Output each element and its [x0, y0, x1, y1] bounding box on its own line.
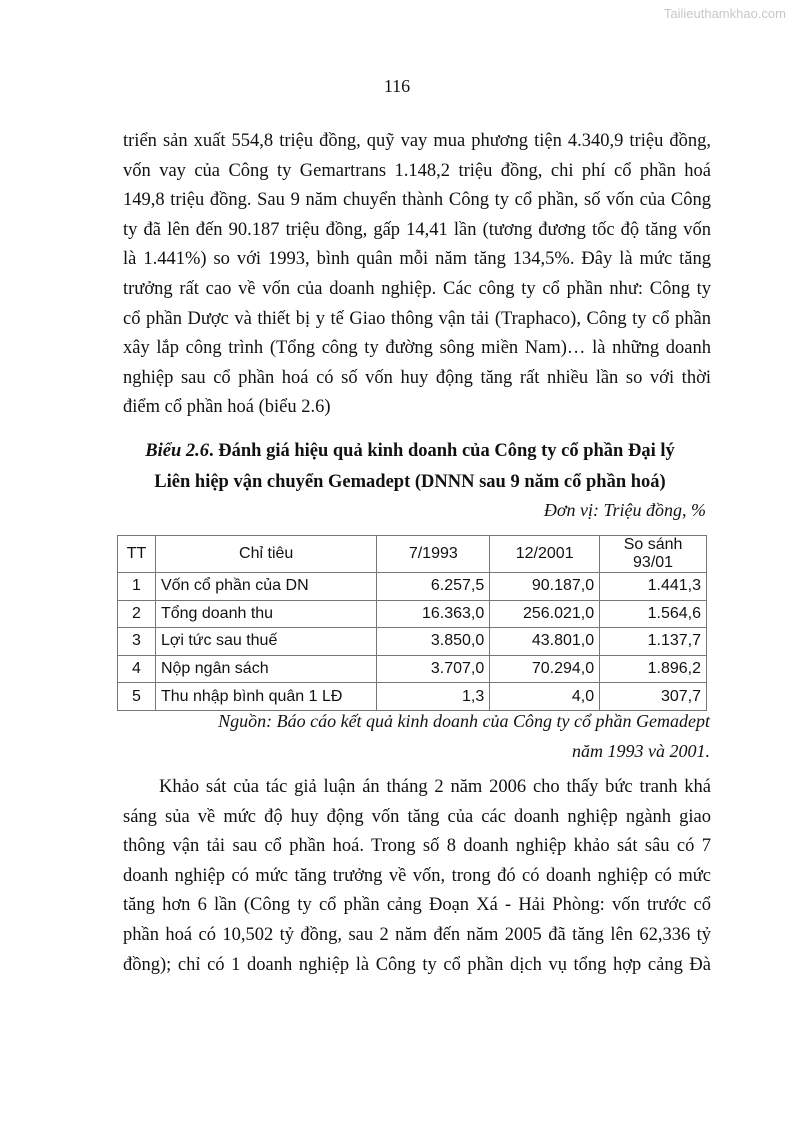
- cell-2001: 43.801,0: [490, 628, 600, 656]
- unit-label: Đơn vị: Triệu đồng, %: [543, 500, 706, 520]
- text-line: xây lắp công trình (Tổng công ty đường sông miền Nam)… là những doanh: [123, 338, 711, 359]
- data-table: [117, 535, 707, 711]
- text-line: sáng sủa về mức độ huy động vốn tăng của các doanh nghiệp ngành giao: [123, 806, 711, 827]
- cell-tt: 5: [118, 683, 156, 711]
- cell-comparison: 1.564,6: [600, 600, 707, 628]
- header-tt: TT: [118, 536, 156, 573]
- cell-1993: 16.363,0: [377, 600, 490, 628]
- cell-comparison: 307,7: [600, 683, 707, 711]
- text-line: trưởng rất cao về vốn của doanh nghiệp. Các công ty cổ phần như: Công ty: [123, 278, 711, 299]
- text-line: thông vận tải sau cổ phần hoá. Trong số 8 doanh nghiệp khảo sát sâu có 7: [123, 836, 711, 857]
- text-line: ty đã lên đến 90.187 triệu đồng, gấp 14,41 lần (tương đương tốc độ tăng vốn: [123, 219, 711, 240]
- text-line: tăng hơn 6 lần (Công ty cổ phần cảng Đoạn Xá - Hải Phòng: vốn trước cổ: [123, 895, 711, 916]
- text-line: vốn vay của Công ty Gemartrans 1.148,2 triệu đồng, chi phí cổ phần hoá: [123, 160, 711, 181]
- cell-tt: 2: [118, 600, 156, 628]
- header-comparison: So sánh 93/01: [600, 536, 707, 573]
- caption-label: Biểu 2.6: [145, 441, 209, 461]
- text-line: doanh nghiệp có mức tăng trưởng về vốn, trong đó có doanh nghiệp có mức: [123, 865, 711, 886]
- cell-indicator: Tổng doanh thu: [155, 600, 376, 628]
- cell-indicator: Thu nhập bình quân 1 LĐ: [155, 683, 376, 711]
- table-row: [118, 683, 707, 711]
- source-note-line-1: Nguồn: Báo cáo kết quả kinh doanh của Công ty cổ phần Gemadept: [218, 711, 710, 731]
- text-line: nghiệp sau cổ phần hoá có số vốn huy động tăng rất nhiều lần so với thời: [123, 367, 711, 388]
- text-line: Khảo sát của tác giả luận án tháng 2 năm 2006 cho thấy bức tranh khá: [159, 777, 711, 797]
- caption-title: . Đánh giá hiệu quả kinh doanh của Công ty cổ phần Đại lý: [209, 441, 675, 461]
- header-indicator: Chỉ tiêu: [155, 536, 376, 573]
- body-paragraph-2: [123, 773, 711, 980]
- text-line: đồng); chỉ có 1 doanh nghiệp là Công ty cổ phần dịch vụ tổng hợp cảng Đà: [123, 954, 711, 975]
- cell-1993: 6.257,5: [377, 573, 490, 601]
- cell-1993: 1,3: [377, 683, 490, 711]
- cell-indicator: Lợi tức sau thuế: [155, 628, 376, 656]
- text-line: phần hoá có 10,502 tỷ đồng, sau 2 năm đến năm 2005 đã tăng lên 62,336 tỷ: [123, 924, 711, 945]
- watermark: Tailieuthamkhao.com: [663, 6, 786, 21]
- cell-1993: 3.850,0: [377, 628, 490, 656]
- cell-2001: 70.294,0: [490, 655, 600, 683]
- table-row: [118, 655, 707, 683]
- text-line: 149,8 triệu đồng. Sau 9 năm chuyển thành Công ty cổ phần, số vốn của Công: [123, 190, 711, 211]
- cell-comparison: 1.137,7: [600, 628, 707, 656]
- cell-indicator: Vốn cổ phần của DN: [155, 573, 376, 601]
- text-line: cổ phần Dược và thiết bị y tế Giao thông vận tải (Traphaco), Công ty cổ phần: [123, 308, 711, 329]
- table-row: [118, 628, 707, 656]
- cell-tt: 3: [118, 628, 156, 656]
- table-caption-line-1: [100, 436, 720, 467]
- page-number: 116: [383, 76, 411, 96]
- cell-2001: 256.021,0: [490, 600, 600, 628]
- cell-tt: 1: [118, 573, 156, 601]
- header-1993: 7/1993: [377, 536, 490, 573]
- table-caption-line-2: Liên hiệp vận chuyển Gemadept (DNNN sau 9 năm cổ phần hoá): [154, 472, 666, 492]
- table-row: [118, 600, 707, 628]
- table-header-row: [118, 536, 707, 573]
- cell-1993: 3.707,0: [377, 655, 490, 683]
- cell-comparison: 1.896,2: [600, 655, 707, 683]
- cell-tt: 4: [118, 655, 156, 683]
- cell-indicator: Nộp ngân sách: [155, 655, 376, 683]
- text-line: là 1.441%) so với 1993, bình quân mỗi năm tăng 134,5%. Đây là mức tăng: [123, 249, 711, 270]
- cell-comparison: 1.441,3: [600, 573, 707, 601]
- body-paragraph-1: [123, 127, 711, 423]
- cell-2001: 4,0: [490, 683, 600, 711]
- table-row: [118, 573, 707, 601]
- cell-2001: 90.187,0: [490, 573, 600, 601]
- text-line: điểm cổ phần hoá (biểu 2.6): [123, 397, 331, 418]
- header-2001: 12/2001: [490, 536, 600, 573]
- text-line: triển sản xuất 554,8 triệu đồng, quỹ vay mua phương tiện 4.340,9 triệu đồng,: [123, 131, 711, 151]
- source-note-line-2: năm 1993 và 2001.: [572, 741, 710, 761]
